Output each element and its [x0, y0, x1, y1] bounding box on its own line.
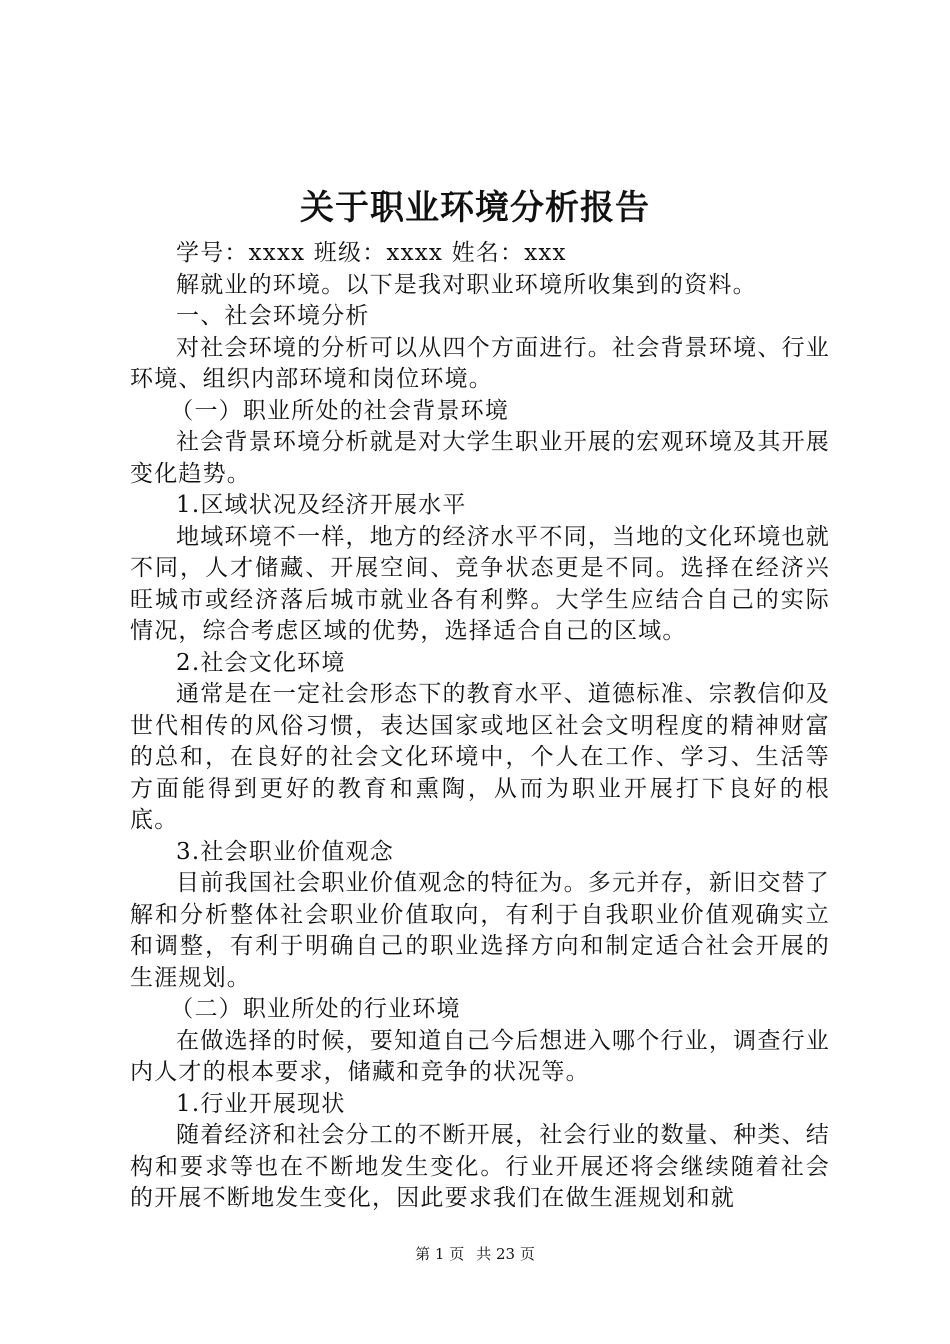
paragraph: 解就业的环境。以下是我对职业环境所收集到的资料。	[176, 271, 757, 298]
subsection-heading: （二）职业所处的行业环境	[170, 996, 461, 1022]
paragraph: 通常是在一定社会形态下的教育水平、道德标准、宗教信仰及世代相传的风俗习惯，表达国家或地区社会文明程度的精神财富的总和，在良好的社会文化环境中，个人在工作、学习、生活等方面能得到更好的教育和熏陶，从而为职业开展打下良好的根底。	[130, 681, 830, 833]
document-title: 关于职业环境分析报告	[300, 188, 650, 228]
paragraph: 随着经济和社会分工的不断开展，社会行业的数量、种类、结构和要求等也在不断地发生变化。行业开展还将会继续随着社会的开展不断地发生变化，因此要求我们在做生涯规划和就	[130, 1122, 830, 1211]
total-pages: 共 23 页	[476, 1245, 535, 1263]
paragraph: 社会背景环境分析就是对大学生职业开展的宏观环境及其开展变化趋势。	[130, 429, 830, 487]
item-heading: 2.社会文化环境	[176, 649, 346, 676]
item-heading: 1.行业开展现状	[176, 1090, 346, 1117]
paragraph: 在做选择的时候，要知道自己今后想进入哪个行业，调查行业内人才的根本要求，储藏和竞争的状况等。	[130, 1027, 830, 1085]
paragraph: 目前我国社会职业价值观念的特征为。多元并存，新旧交替了解和分析整体社会职业价值取向，有利于自我职业价值观确实立和调整，有利于明确自己的职业选择方向和制定适合社会开展的生涯规划。	[130, 870, 830, 991]
page-number: 第 1 页	[415, 1245, 465, 1263]
page-footer	[0, 1244, 950, 1264]
paragraph: 地域环境不一样，地方的经济水平不同，当地的文化环境也就不同，人才储藏、开展空间、竞争状态更是不同。选择在经济兴旺城市或经济落后城市就业各有利弊。大学生应结合自己的实际情况，综合考虑区域的优势，选择适合自己的区域。	[130, 523, 830, 644]
item-heading: 1.区域状况及经济开展水平	[176, 492, 467, 518]
student-info-line: 学号：xxxx 班级：xxxx 姓名：xxx	[176, 240, 567, 266]
document-body	[130, 238, 830, 1215]
section-heading: 一、社会环境分析	[176, 303, 370, 329]
paragraph: 对社会环境的分析可以从四个方面进行。社会背景环境、行业环境、组织内部环境和岗位环境。	[130, 334, 830, 392]
item-heading: 3.社会职业价值观念	[176, 838, 394, 865]
subsection-heading: （一）职业所处的社会背景环境	[170, 397, 510, 424]
